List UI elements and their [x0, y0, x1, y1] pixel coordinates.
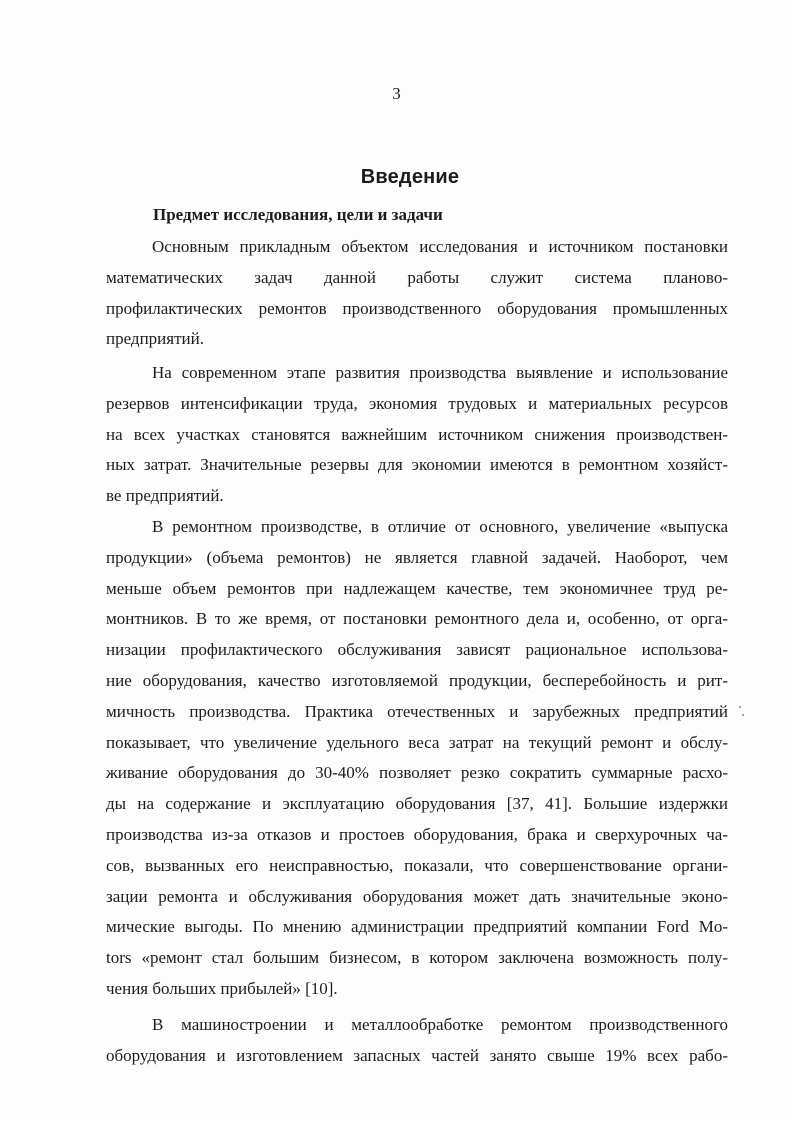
paragraph-line: сов, вызванных его неисправностью, показали, что совершенствование органи- — [106, 855, 728, 875]
paragraph-1 — [106, 232, 728, 355]
paragraph-line: монтников. В то же время, от постановки ремонтного дела и, особенно, от орга- — [106, 609, 728, 629]
paragraph-line: производства из-за отказов и простоев оборудования, брака и сверхурочных ча- — [106, 824, 728, 844]
page-number: 3 — [392, 84, 401, 103]
paragraph-4 — [106, 1010, 728, 1072]
paragraph-line: математических задач данной работы служит система планово- — [106, 267, 728, 287]
paragraph-line: низации профилактического обслуживания зависят рациональное использова- — [106, 640, 728, 660]
scan-speck — [742, 714, 744, 716]
paragraph-line: мичность производства. Практика отечественных и зарубежных предприятий — [106, 701, 728, 721]
paragraph-line: предприятий. — [106, 329, 204, 349]
paragraph-line: мические выгоды. По мнению администрации предприятий компании Ford Mo- — [106, 917, 728, 937]
paragraph-line: оборудования и изготовлением запасных частей занято свыше 19% всех рабо- — [106, 1045, 728, 1065]
paragraph-line: профилактических ремонтов производственного оборудования промышленных — [106, 298, 728, 318]
scan-speck — [739, 706, 741, 708]
paragraph-line: ве предприятий. — [106, 486, 224, 506]
paragraph-line: показывает, что увеличение удельного веса затрат на текущий ремонт и обслу- — [106, 732, 728, 752]
section-title: Предмет исследования, цели и задачи — [153, 205, 443, 224]
paragraph-line: продукции» (объема ремонтов) не является главной задачей. Наоборот, чем — [106, 547, 728, 567]
paragraph-line: В машиностроении и металлообработке ремонтом производственного — [152, 1015, 728, 1034]
paragraph-line: зации ремонта и обслуживания оборудования может дать значительные эконо- — [106, 886, 728, 906]
paragraph-line: Основным прикладным объектом исследования и источником постановки — [152, 237, 728, 256]
paragraph-line: на всех участках становятся важнейшим источником снижения производствен- — [106, 424, 728, 444]
chapter-title: Введение — [360, 166, 460, 188]
paragraph-line: меньше объем ремонтов при надлежащем качестве, тем экономичнее труд ре- — [106, 578, 728, 598]
paragraph-line: tors «ремонт стал большим бизнесом, в котором заключена возможность полу- — [106, 948, 728, 968]
paragraph-line: ды на содержание и эксплуатацию оборудования [37, 41]. Большие издержки — [106, 794, 728, 814]
paragraph-line: На современном этапе развития производства выявление и использование — [152, 363, 728, 382]
paragraph-line: чения больших прибылей» [10]. — [106, 978, 338, 998]
paragraph-3 — [106, 512, 728, 1005]
paragraph-line: ние оборудования, качество изготовляемой продукции, бесперебойность и рит- — [106, 670, 728, 690]
paragraph-line: резервов интенсификации труда, экономия трудовых и материальных ресурсов — [106, 393, 728, 413]
paragraph-line: ных затрат. Значительные резервы для экономии имеются в ремонтном хозяйст- — [106, 455, 728, 475]
paragraph-2 — [106, 358, 728, 512]
paragraph-line: живание оборудования до 30-40% позволяет резко сократить суммарные расхо- — [106, 763, 728, 783]
paragraph-line: В ремонтном производстве, в отличие от основного, увеличение «выпуска — [152, 517, 728, 536]
